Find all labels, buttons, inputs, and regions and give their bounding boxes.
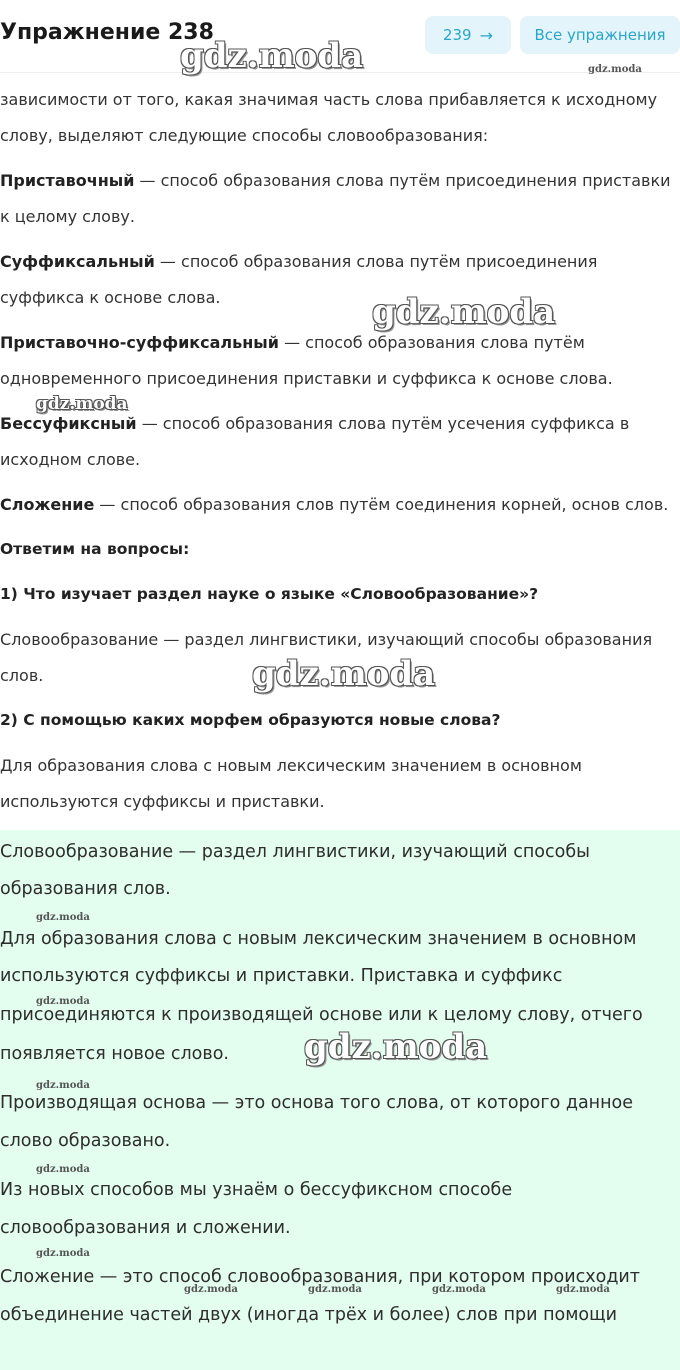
- watermark-logo: gdz.moda: [588, 64, 642, 75]
- method-definition: — способ образования слов путём соединения корней, основ слов.: [94, 495, 669, 514]
- method-term: Сложение: [0, 495, 95, 514]
- theory-text: суффикса к основе слова.: [0, 288, 221, 307]
- answer-line: используются суффиксы и приставки. Приставка и суффикс: [0, 966, 563, 986]
- answer-2: Для образования слова с новым лексическим значением в основном: [0, 756, 582, 775]
- watermark-logo: gdz.moda: [36, 1164, 90, 1175]
- answer-line: Производящая основа — это основа того слова, от которого данное: [0, 1093, 634, 1113]
- answer-line: Для образования слова с новым лексическим значением в основном: [0, 929, 637, 949]
- answer-line: появляется новое слово.: [0, 1044, 229, 1064]
- answer-line: образования слов.: [0, 879, 171, 899]
- method-definition: — способ образования слова путём усечения суффикса в: [136, 414, 630, 433]
- theory-text: исходном слове.: [0, 450, 141, 469]
- watermark-logo: gdz.moda: [36, 1080, 90, 1091]
- question-1: 1) Что изучает раздел науке о языке «Словообразование»?: [0, 585, 539, 603]
- page-title: Упражнение 238: [0, 20, 214, 45]
- answer-1: Словообразование — раздел лингвистики, изучающий способы образования: [0, 630, 653, 649]
- method-definition: — способ образования слова путём присоединения: [154, 252, 598, 271]
- questions-heading: Ответим на вопросы:: [0, 540, 190, 558]
- answer-1: слов.: [0, 666, 44, 685]
- theory-text: зависимости от того, какая значимая часть слова прибавляется к исходному: [0, 90, 658, 109]
- watermark-logo: gdz.moda: [304, 1027, 488, 1067]
- watermark-logo: gdz.moda: [36, 996, 90, 1007]
- theory-text: одновременного присоединения приставки и суффикса к основе слова.: [0, 369, 613, 388]
- answer-line: Из новых способов мы узнаём о бессуфиксном способе: [0, 1180, 513, 1200]
- answer-line: словообразования и сложении.: [0, 1218, 291, 1238]
- method-term: Приставочно-суффиксальный: [0, 333, 279, 352]
- method-term: Приставочный: [0, 171, 135, 190]
- method-definition: — способ образования слова путём: [278, 333, 585, 352]
- watermark-logo: gdz.moda: [180, 36, 364, 76]
- method-suffix: [0, 243, 680, 280]
- method-term: Бессуфиксный: [0, 414, 137, 433]
- watermark-logo: gdz.moda: [556, 1284, 610, 1295]
- next-exercise-label: 239: [442, 26, 472, 44]
- question-2: 2) С помощью каких морфем образуются новые слова?: [0, 711, 501, 729]
- answer-line: Сложение — это способ словообразования, при котором происходит: [0, 1267, 640, 1287]
- watermark-logo: gdz.moda: [36, 1248, 90, 1259]
- theory-text: слову, выделяют следующие способы словообразования:: [0, 126, 489, 145]
- answer-line: Словообразование — раздел лингвистики, изучающий способы: [0, 842, 590, 862]
- theory-text: к целому слову.: [0, 207, 135, 226]
- method-prefix: [0, 162, 680, 199]
- answer-2: используются суффиксы и приставки.: [0, 792, 325, 811]
- method-prefix-suffix: [0, 324, 680, 361]
- answer-line: присоединяются к производящей основе или к целому слову, отчего: [0, 1005, 643, 1025]
- arrow-right-icon: →: [479, 25, 494, 45]
- answer-line: слово образовано.: [0, 1131, 171, 1151]
- watermark-logo: gdz.moda: [308, 1284, 362, 1295]
- watermark-logo: gdz.moda: [36, 912, 90, 923]
- watermark-logo: gdz.moda: [432, 1284, 486, 1295]
- method-term: Суффиксальный: [0, 252, 155, 271]
- next-exercise-button[interactable]: [425, 16, 511, 54]
- watermark-logo: gdz.moda: [372, 292, 556, 332]
- method-definition: — способ образования слова путём присоединения приставки: [134, 171, 671, 190]
- answer-line: объединение частей двух (иногда трёх и более) слов при помощи: [0, 1305, 617, 1325]
- all-exercises-button[interactable]: Все упражнения: [520, 16, 680, 54]
- watermark-logo: gdz.moda: [184, 1284, 238, 1295]
- watermark-logo: gdz.moda: [36, 394, 128, 414]
- watermark-logo: gdz.moda: [252, 654, 436, 694]
- method-compound: [0, 486, 680, 523]
